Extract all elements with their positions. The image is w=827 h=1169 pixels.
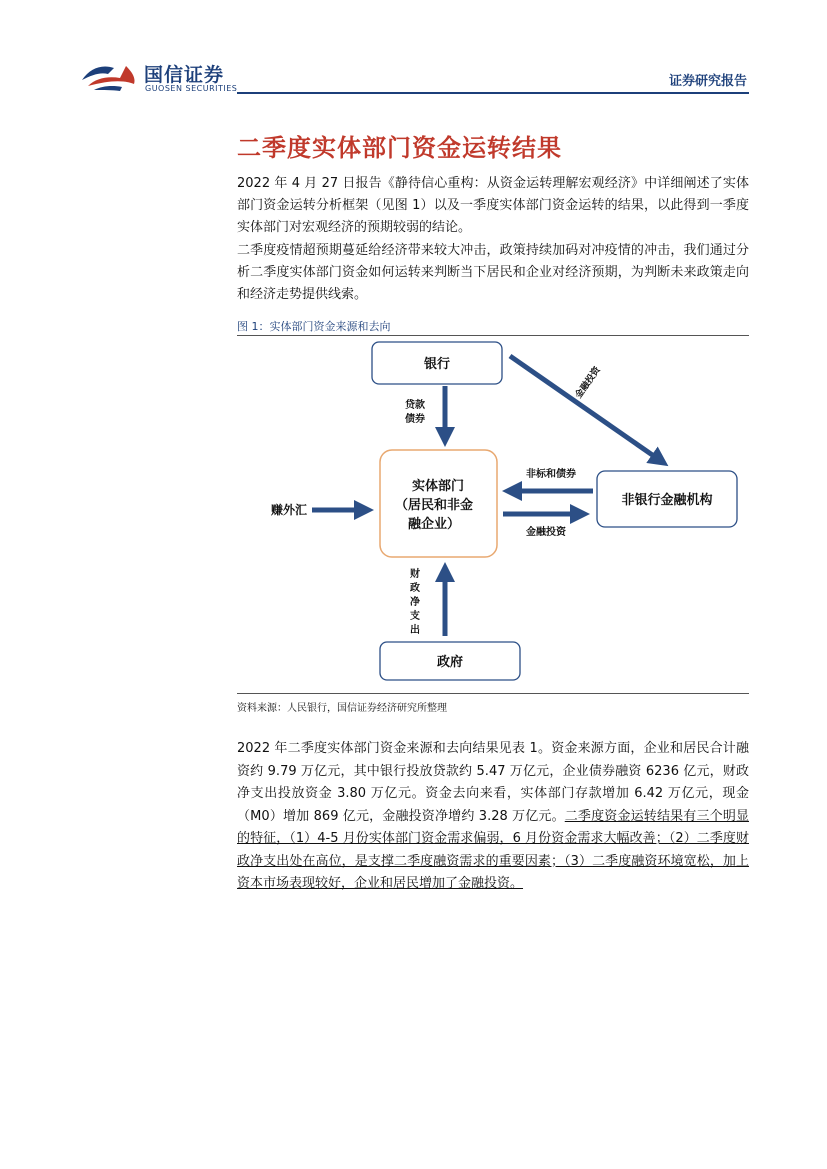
report-type-label: 证券研究报告 (668, 74, 747, 89)
paragraph-3-plain: 2022 年二季度实体部门资金来源和去向结果见表 1。资金来源方面，企业和居民合计融资约 9.79 万亿元，其中银行投放贷款约 5.47 万亿元，企业债券融资 6236 亿元，财政净支出投放资金 3.80 万亿元。资金去向来看，实体部门存款增加 6.42 万亿元，现金（M0）增加 869 亿元，金融投资净增约 3.28 万亿元。 (237, 741, 749, 824)
fiscal-label-char-4: 支 (410, 611, 420, 622)
figure-source: 资料来源：人民银行，国信证券经济研究所整理 (237, 703, 447, 714)
nonstandard-bond-label: 非标和债券 (526, 469, 576, 480)
logo-subtext: GUOSEN SECURITIES (145, 84, 238, 93)
arrow-bank-to-nonbank (510, 356, 661, 461)
loan-label-2: 债券 (405, 414, 425, 425)
fiscal-label-char-1: 财 (410, 569, 420, 580)
paragraph-1: 2022 年 4 月 27 日报告《静待信心重构：从资金运转理解宏观经济》中详细阐述了实体部门资金运转分析框架（见图 1）以及一季度实体部门资金运转的结果，以此得到一季度实体部门对宏观经济的预期较弱的结论。 (237, 176, 749, 235)
loan-label-1: 贷款 (405, 400, 425, 411)
paragraph-3-underlined: 二季度资金运转结果有三个明显的特征，（1）4-5 月份实体部门资金需求偏弱，6 月份资金需求大幅改善；（2）二季度财政净支出处在高位，是支撑二季度融资需求的重要因素；（3）二季度融资环境宽松，加上资本市场表现较好，企业和居民增加了金融投资。 (237, 808, 749, 891)
financial-investment-diagonal-label: 金融投资 (573, 364, 602, 400)
fiscal-label-char-2: 政 (410, 583, 420, 594)
logo-text: 国信证券 (144, 64, 225, 86)
section-title: 二季度实体部门资金运转结果 (237, 134, 562, 162)
fiscal-label-char-5: 出 (410, 625, 420, 636)
bank-label: 银行 (423, 356, 451, 371)
header-divider (237, 92, 749, 94)
real-sector-label-3: 融企业） (407, 516, 461, 531)
fund-flow-diagram (237, 336, 749, 692)
fiscal-label-char-3: 净 (410, 597, 420, 608)
government-label: 政府 (436, 654, 464, 669)
figure-bottom-rule (237, 693, 749, 694)
nonbank-label: 非银行金融机构 (621, 492, 713, 507)
paragraph-3 (237, 738, 749, 896)
figure-caption: 图 1：实体部门资金来源和去向 (237, 320, 391, 333)
fx-label: 赚外汇 (270, 503, 308, 517)
financial-investment-label: 金融投资 (526, 527, 566, 538)
real-sector-label-1: 实体部门 (411, 478, 465, 493)
real-sector-label-2: （居民和非金 (394, 497, 474, 512)
paragraph-2: 二季度疫情超预期蔓延给经济带来较大冲击，政策持续加码对冲疫情的冲击，我们通过分析二季度实体部门资金如何运转来判断当下居民和企业对经济预期，为判断未来政策走向和经济走势提供线索。 (237, 243, 749, 302)
